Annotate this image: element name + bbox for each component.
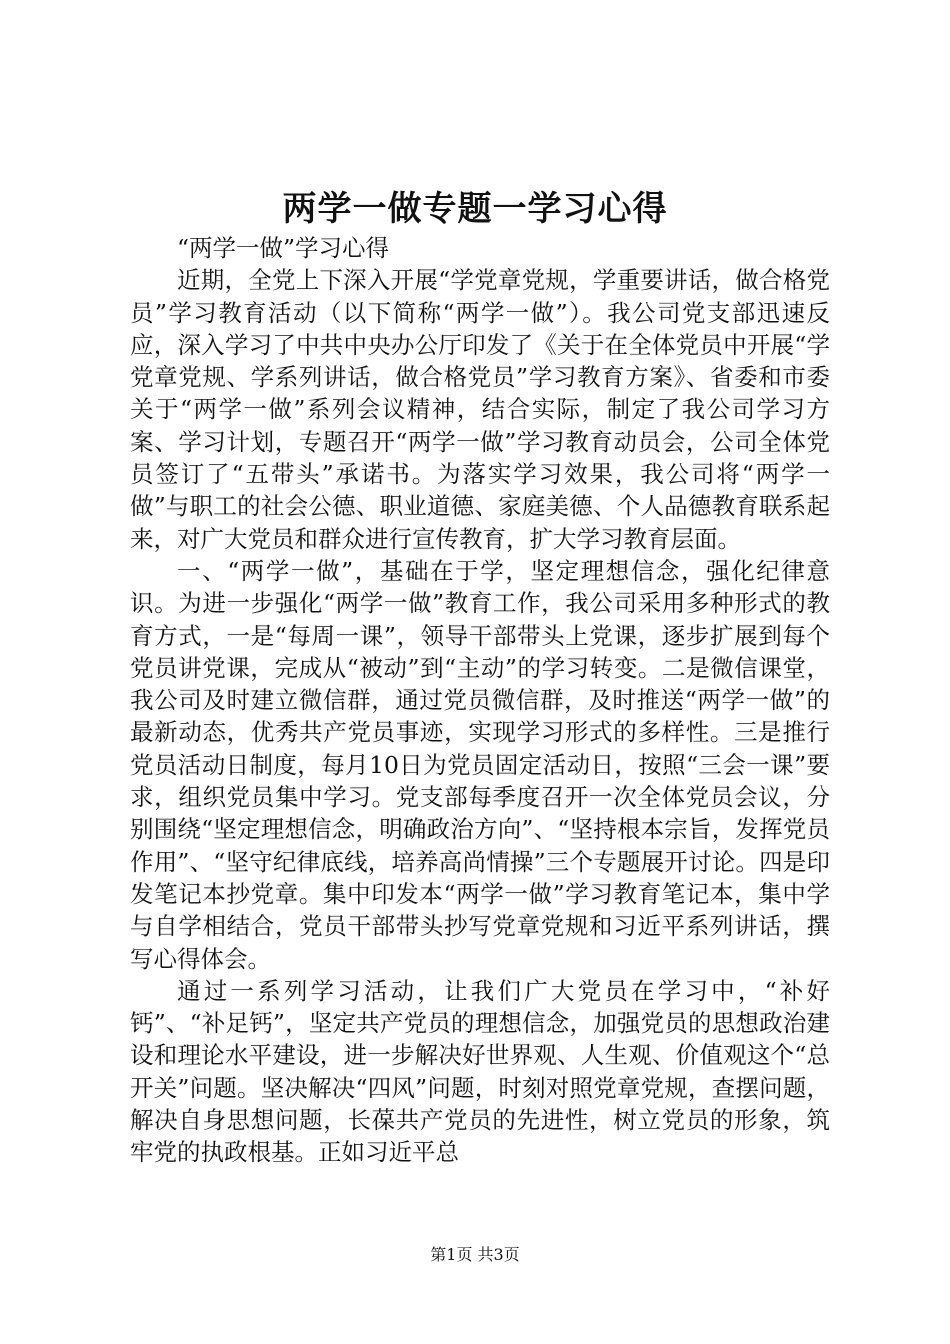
body-paragraph: 通过一系列学习活动，让我们广大党员在学习中，“补好钙”、“补足钙”，坚定共产党员的理想信念，加强党员的思想政治建设和理论水平建设，进一步解决好世界观、人生观、价值观这个“总开关”问题。坚决解决“四风”问题，时刻对照党章党规，查摆问题，解决自身思想问题，长葆共产党员的先进性，树立党员的形象，筑牢党的执政根基。正如习近平总 xyxy=(130,976,830,1167)
body-paragraph-subtitle: “两学一做”学习心得 xyxy=(177,234,390,262)
document-title: 两学一做专题一学习心得 xyxy=(282,189,668,229)
document-body xyxy=(130,232,830,1169)
body-paragraph: 近期，全党上下深入开展“学党章党规，学重要讲话，做合格党员”学习教育活动（以下简称“两学一做”）。我公司党支部迅速反应，深入学习了中共中央办公厅印发了《关于在全体党员中开展“学党章党规、学系列讲话，做合格党员”学习教育方案》、省委和市委关于“两学一做”系列会议精神，结合实际，制定了我公司学习方案、学习计划，专题召开“两学一做”学习教育动员会，公司全体党员签订了“五带头”承诺书。为落实学习效果，我公司将“两学一做”与职工的社会公德、职业道德、家庭美德、个人品德教育联系起来，对广大党员和群众进行宣传教育，扩大学习教育层面。 xyxy=(130,266,830,553)
page-footer: 第1页 共3页 xyxy=(430,1245,520,1264)
body-paragraph: 一、“两学一做”，基础在于学，坚定理想信念，强化纪律意识。为进一步强化“两学一做”教育工作，我公司采用多种形式的教育方式，一是“每周一课”，领导干部带头上党课，逐步扩展到每个党员讲党课，完成从“被动”到“主动”的学习转变。二是微信课堂，我公司及时建立微信群，通过党员微信群，及时推送“两学一做”的最新动态，优秀共产党员事迹，实现学习形式的多样性。三是推行党员活动日制度，每月10日为党员固定活动日，按照“三会一课”要求，组织党员集中学习。党支部每季度召开一次全体党员会议，分别围绕“坚定理想信念，明确政治方向”、“坚持根本宗旨，发挥党员作用”、“坚守纪律底线，培养高尚情操”三个专题展开讨论。四是印发笔记本抄党章。集中印发本“两学一做”学习教育笔记本，集中学与自学相结合，党员干部带头抄写党章党规和习近平系列讲话，撰写心得体会。 xyxy=(130,556,830,973)
